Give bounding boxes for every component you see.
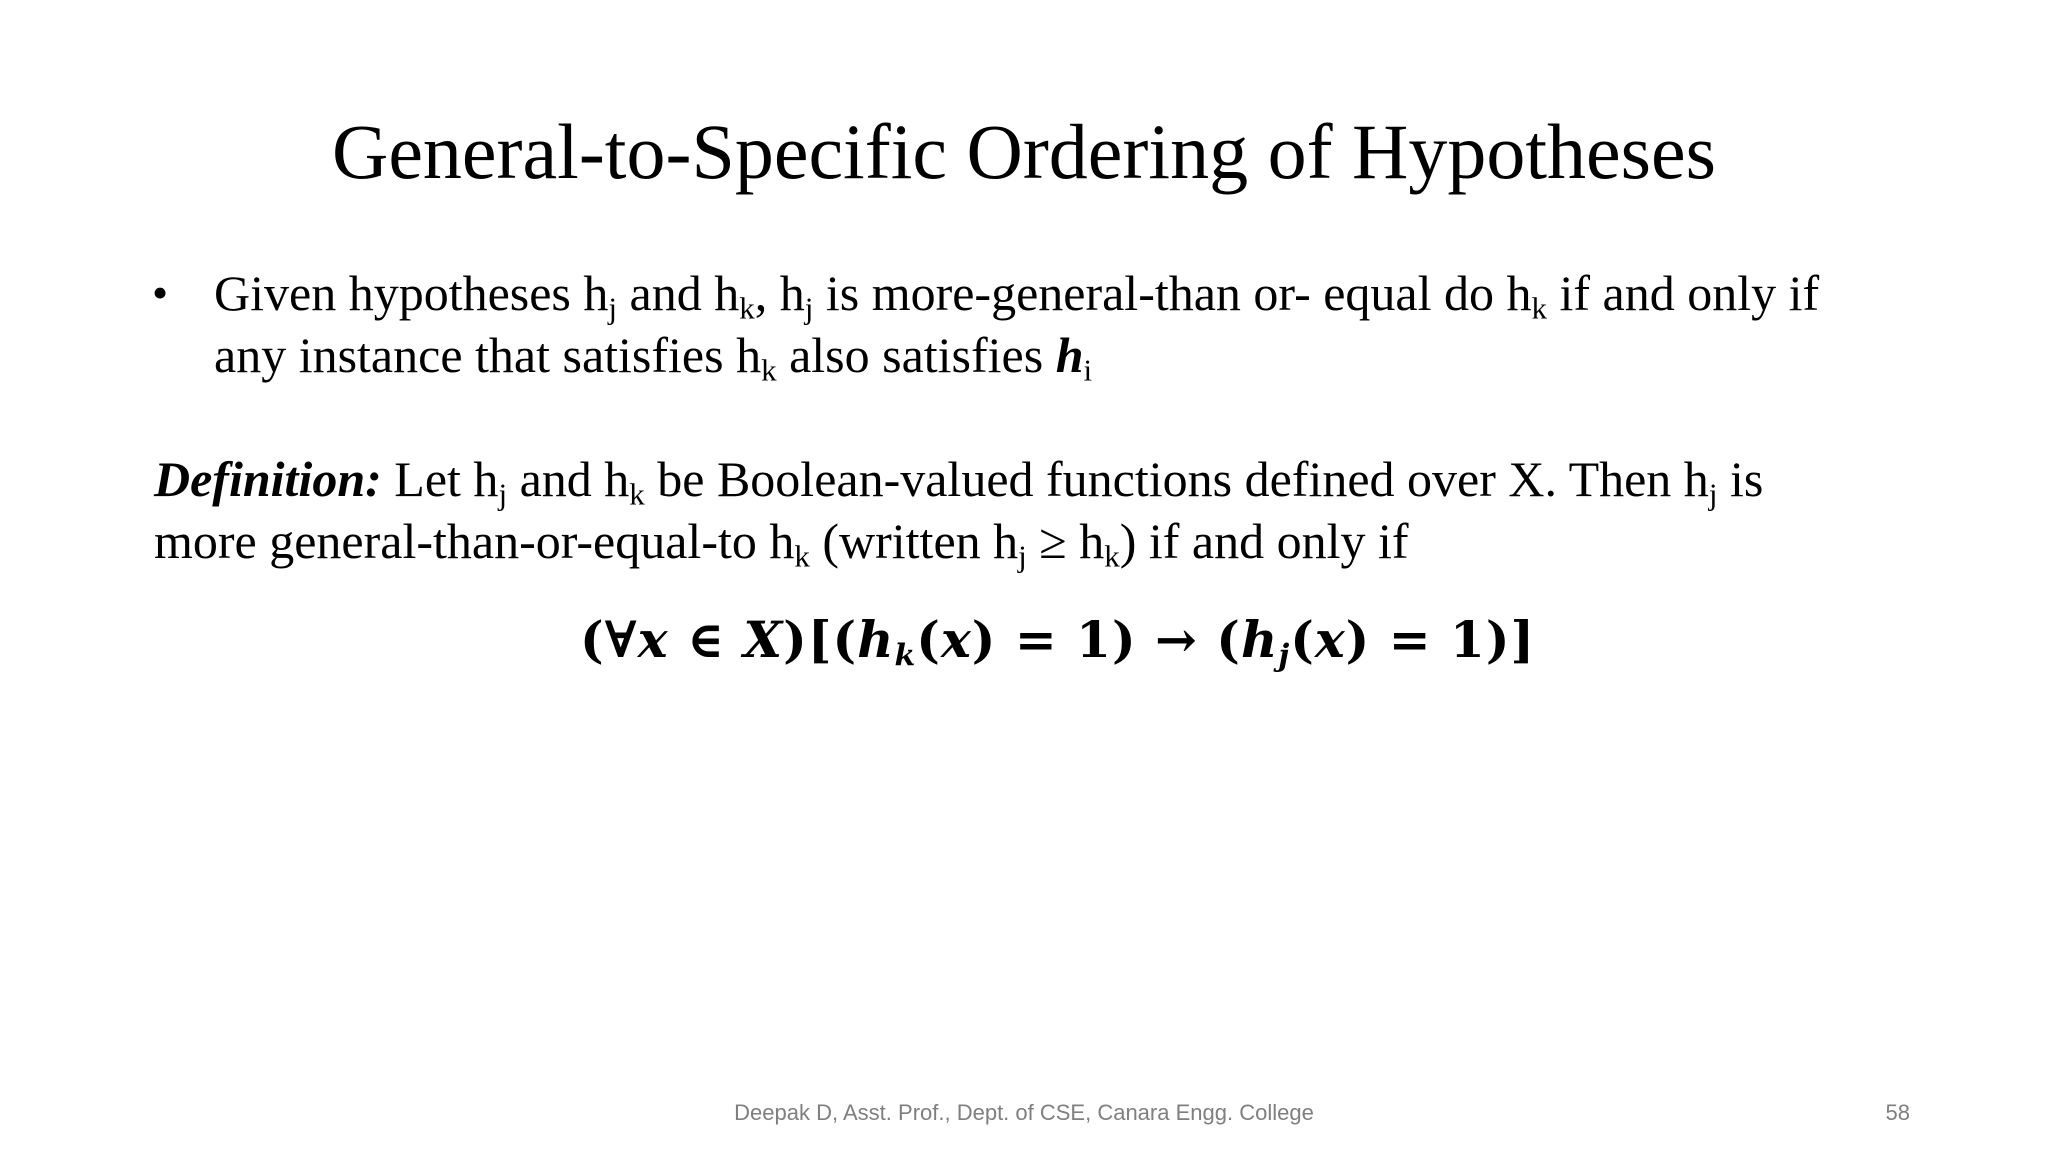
text-segment: (written h <box>809 513 1019 569</box>
slide-title: General-to-Specific Ordering of Hypotheses <box>331 108 1716 195</box>
subscript: i <box>1083 352 1093 388</box>
text-segment: is <box>1717 451 1764 507</box>
formula-subscript: j <box>1278 638 1291 674</box>
formula-var: x <box>637 610 669 669</box>
formula-part: ) = 1)] <box>1345 610 1536 669</box>
text-segment: if and only if <box>1547 265 1820 321</box>
formula-var: x <box>1314 610 1346 669</box>
formula-part: ) = 1) → ( <box>971 610 1241 669</box>
text-segment: Let h <box>381 451 499 507</box>
subscript: j <box>1018 538 1027 574</box>
subscript: k <box>761 352 777 388</box>
subscript: j <box>498 476 508 512</box>
subscript: k <box>794 538 810 574</box>
text-segment: also satisfies <box>776 327 1056 383</box>
formula-part: )[( <box>783 610 858 669</box>
slide-footer: Deepak D, Asst. Prof., Dept. of CSE, Canara Engg. College <box>734 1100 1314 1125</box>
page-number: 58 <box>1885 1100 1910 1125</box>
bullet-line-1 <box>214 262 1819 324</box>
definition-line-2 <box>154 510 1763 572</box>
subscript: k <box>739 290 755 326</box>
formula-part: ( <box>1290 610 1315 669</box>
text-segment: , h <box>754 265 805 321</box>
subscript: k <box>1104 538 1120 574</box>
text-segment: ) if and only if <box>1119 513 1409 569</box>
formula <box>580 608 1535 672</box>
formula-part: ∈ <box>668 610 744 669</box>
bullet-marker: • <box>152 267 169 318</box>
emphasized-h: h <box>1055 327 1084 383</box>
subscript: k <box>1531 290 1548 326</box>
text-segment: more general-than-or-equal-to h <box>154 513 795 569</box>
text-segment: Given hypotheses h <box>214 265 609 321</box>
subscript: j <box>608 290 618 326</box>
text-segment: be Boolean-valued functions defined over X. Then h <box>644 451 1709 507</box>
text-segment: and h <box>617 265 740 321</box>
formula-part: ( <box>916 610 941 669</box>
definition-label: Definition: <box>154 451 382 507</box>
formula-var: h <box>1240 610 1279 669</box>
subscript: j <box>804 290 814 326</box>
formula-part: (∀ <box>580 610 638 669</box>
formula-var: X <box>743 610 784 669</box>
text-segment: and h <box>507 451 630 507</box>
subscript: j <box>1708 476 1718 512</box>
definition-paragraph <box>154 448 1763 572</box>
subscript: k <box>629 476 645 512</box>
formula-var: h <box>857 610 895 669</box>
formula-subscript: k <box>894 638 917 674</box>
formula-var: x <box>940 610 972 669</box>
text-segment: any instance that satisfies h <box>214 327 762 383</box>
bullet-text <box>214 262 1819 386</box>
definition-line-1 <box>154 448 1763 510</box>
text-segment: ≥ h <box>1026 513 1105 569</box>
text-segment: is more-general-than or- equal do h <box>813 265 1532 321</box>
bullet-line-2 <box>214 324 1819 386</box>
